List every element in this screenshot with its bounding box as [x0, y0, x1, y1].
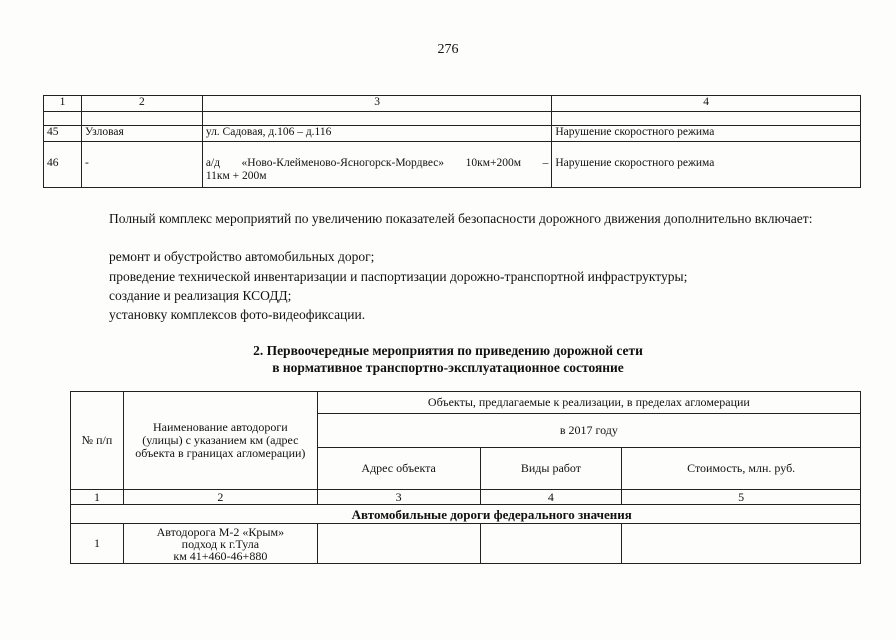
row-violation: Нарушение скоростного режима — [552, 126, 861, 142]
section-title — [0, 342, 896, 376]
header-num: № п/п — [71, 392, 124, 490]
row-number: 46 — [44, 142, 82, 188]
row-cost — [622, 524, 861, 564]
row-works — [480, 524, 622, 564]
column-numbers-row — [71, 490, 861, 505]
road-name-line: подход к г.Тула — [181, 536, 260, 551]
section-title-line: в нормативное транспортно-эксплуатационное состояние — [272, 360, 624, 375]
row-address — [202, 142, 552, 188]
table-row — [44, 126, 861, 142]
group-title: Автомобильные дороги федерального значения — [123, 505, 860, 524]
header-road-name: Наименование автодороги (улицы) с указанием км (адрес объекта в границах агломерации) — [123, 392, 317, 490]
row-number: 1 — [71, 524, 124, 564]
list-item: ремонт и обустройство автомобильных дорог; — [109, 249, 375, 264]
column-number: 4 — [480, 490, 622, 505]
road-name-line: км 41+460-46+880 — [173, 548, 268, 563]
row-violation: Нарушение скоростного режима — [552, 142, 861, 188]
group-row — [71, 505, 861, 524]
address-line: 11км + 200м — [205, 170, 267, 182]
row-road-name — [123, 524, 317, 564]
row-number: 45 — [44, 126, 82, 142]
column-number: 1 — [71, 490, 124, 505]
violations-table — [43, 95, 861, 188]
column-number: 1 — [44, 96, 82, 112]
column-number: 3 — [202, 96, 552, 112]
page-number: 276 — [437, 42, 459, 57]
section-title-line: 2. Первоочередные мероприятия по приведению дорожной сети — [253, 343, 643, 358]
header-works: Виды работ — [480, 448, 622, 490]
column-number: 4 — [552, 96, 861, 112]
priority-measures-table — [70, 391, 861, 564]
header-address: Адрес объекта — [317, 448, 480, 490]
column-number: 2 — [81, 96, 202, 112]
column-number: 5 — [622, 490, 861, 505]
column-number: 2 — [123, 490, 317, 505]
table-header-row — [44, 96, 861, 112]
row-address: ул. Садовая, д.106 – д.116 — [202, 126, 552, 142]
row-address — [317, 524, 480, 564]
column-number: 3 — [317, 490, 480, 505]
row-name: - — [81, 142, 202, 188]
list-item: установку комплексов фото-видеофиксации. — [109, 307, 366, 322]
list-item: проведение технической инвентаризации и паспортизации дорожно-транспортной инфраструктуры; — [109, 269, 688, 284]
table-row — [71, 524, 861, 564]
header-year: в 2017 году — [317, 414, 860, 448]
road-name-line: Автодорога М-2 «Крым» — [156, 524, 285, 539]
address-line: а/д «Ново-Клейменово-Ясногорск-Мордвес» 10км+200м – — [205, 157, 549, 169]
header-cost: Стоимость, млн. руб. — [622, 448, 861, 490]
row-name: Узловая — [81, 126, 202, 142]
body-paragraph: Полный комплекс мероприятий по увеличению показателей безопасности дорожного движения дополнительно включает: — [109, 211, 813, 226]
header-objects: Объекты, предлагаемые к реализации, в пределах агломерации — [317, 392, 860, 414]
spacer-row — [44, 112, 861, 126]
table-row — [44, 142, 861, 188]
list-item: создание и реализация КСОДД; — [109, 288, 292, 303]
